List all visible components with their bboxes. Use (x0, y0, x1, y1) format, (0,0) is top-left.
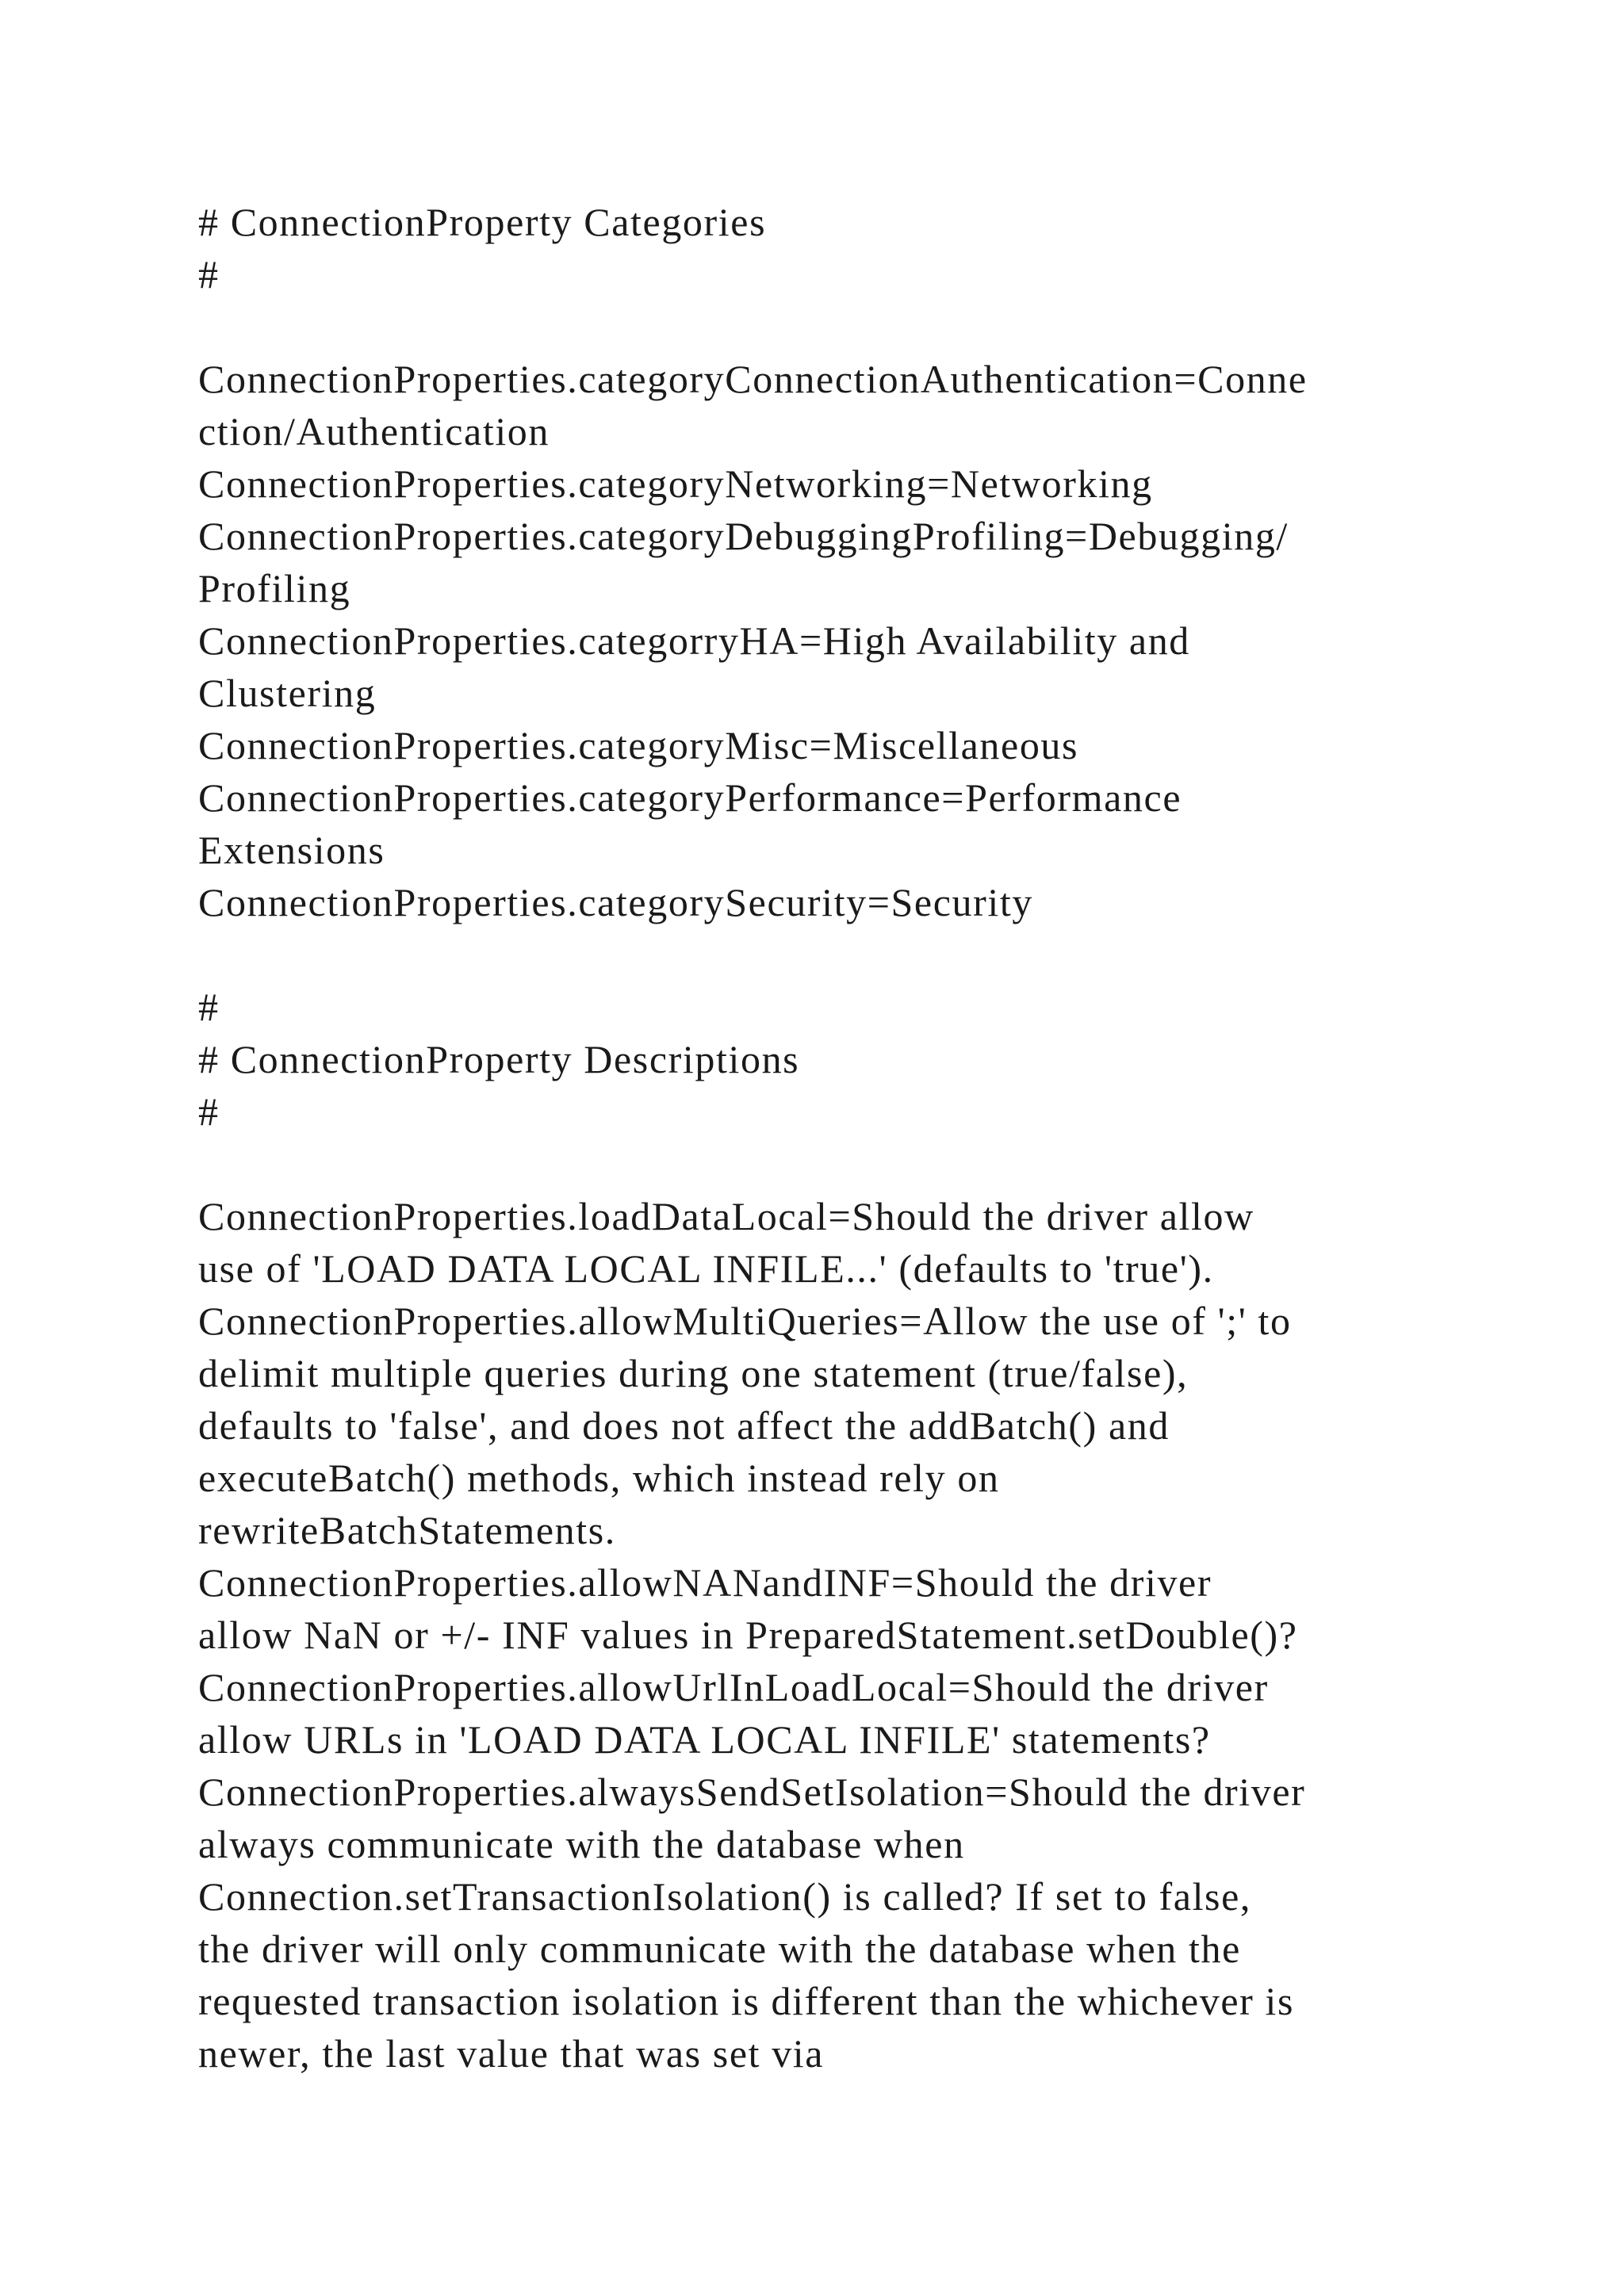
text-line: # ConnectionProperty Categories (198, 200, 767, 244)
blank-line (198, 300, 1507, 353)
text-line: always communicate with the database when (198, 1822, 965, 1866)
blank-line (198, 1138, 1507, 1190)
text-line: executeBatch() methods, which instead rely on (198, 1456, 1000, 1500)
text-line: rewriteBatchStatements. (198, 1508, 616, 1552)
text-line: ConnectionProperties.categoryPerformance=Performance (198, 775, 1182, 820)
text-line: defaults to 'false', and does not affect the addBatch() and (198, 1403, 1170, 1448)
text-line: Clustering (198, 671, 377, 715)
text-line: ConnectionProperties.categoryConnectionAuthentication=Conne (198, 357, 1308, 401)
text-line: ConnectionProperties.categoryNetworking=Networking (198, 461, 1153, 506)
text-line: ConnectionProperties.categoryMisc=Miscellaneous (198, 723, 1079, 767)
text-line: ConnectionProperties.alwaysSendSetIsolation=Should the driver (198, 1770, 1306, 1814)
text-line: # (198, 1089, 220, 1134)
text-line: allow URLs in 'LOAD DATA LOCAL INFILE' statements? (198, 1717, 1211, 1762)
text-line: ConnectionProperties.categorySecurity=Security (198, 880, 1033, 924)
text-line: allow NaN or +/- INF values in PreparedStatement.setDouble()? (198, 1613, 1298, 1657)
document-body (198, 196, 1507, 2080)
text-line: requested transaction isolation is different than the whichever is (198, 1979, 1295, 2023)
text-line: Profiling (198, 566, 351, 610)
text-line: ConnectionProperties.allowNANandINF=Should the driver (198, 1560, 1212, 1605)
text-line: ConnectionProperties.categorryHA=High Availability and (198, 618, 1190, 663)
text-line: use of 'LOAD DATA LOCAL INFILE...' (defaults to 'true'). (198, 1246, 1214, 1291)
text-line: ConnectionProperties.categoryDebuggingProfiling=Debugging/ (198, 514, 1289, 558)
text-line: delimit multiple queries during one statement (true/false), (198, 1351, 1189, 1395)
text-line: ConnectionProperties.allowMultiQueries=Allow the use of ';' to (198, 1299, 1292, 1343)
text-line: the driver will only communicate with the database when the (198, 1927, 1241, 1971)
text-line: # (198, 252, 220, 297)
text-line: ction/Authentication (198, 409, 550, 453)
text-line: # (198, 985, 220, 1029)
blank-line (198, 928, 1507, 981)
text-line: ConnectionProperties.allowUrlInLoadLocal=Should the driver (198, 1665, 1269, 1709)
text-line: Extensions (198, 828, 385, 872)
text-line: ConnectionProperties.loadDataLocal=Should the driver allow (198, 1194, 1254, 1238)
text-line: # ConnectionProperty Descriptions (198, 1037, 800, 1081)
text-line: Connection.setTransactionIsolation() is called? If set to false, (198, 1874, 1252, 1919)
text-line: newer, the last value that was set via (198, 2031, 825, 2076)
